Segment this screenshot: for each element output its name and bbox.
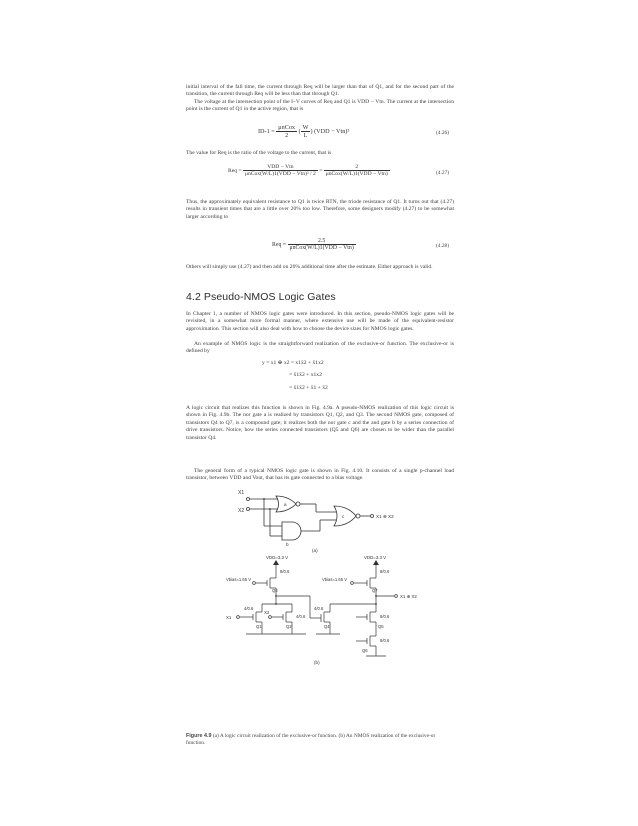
fig-a-output: X1 ⊕ X2 — [376, 514, 394, 519]
fig-b-size-q4: 4/0.6 — [314, 606, 324, 611]
equation-4-26: ID-1 = $\frac{\text{μnCox}}{2}$ ( $\frac{W}{L}$ ) (VDD − Vtn)² — [258, 124, 350, 139]
figure-4-9a-logic-circuit — [236, 488, 406, 554]
fig-b-vdd-right: VDD=3.3 V — [364, 556, 387, 560]
fig-b-sublabel: (b) — [314, 660, 320, 665]
figure-4-9b-nmos-circuit — [226, 556, 426, 726]
paragraph-logic-circuit: A logic circuit that realizes this function is shown in Fig. 4.9a. A pseudo-NMOS realization of this logic circuit is shown in Fig. 4.9b. The nor gate a is realized by transistors Q1, Q2, and Q3. The second NMOS gate, composed of transistors Q4 to Q7, is a compound gate; it realizes both the nor gate c and the and gate b by a series connection of drive transistors. Notice, how the series connected transistors (Q5 and Q6) are chosen to be wider than the parallel transistor Q4. — [186, 405, 454, 441]
eq427-den2: μnCox(W/L)1(VDD − Vtn) — [325, 171, 388, 177]
xor-eq-line2: = x̄1x̄2 + x1x2 — [289, 372, 322, 378]
fig-b-size-q7: 8/0.6 — [380, 569, 390, 574]
eq427-den1: μnCox(W/L)1(VDD − Vtn)² / 2 — [244, 171, 316, 177]
fig-b-size-q3: 8/0.6 — [280, 569, 290, 574]
fig-b-q7: Q7 — [372, 588, 378, 593]
paragraph-intersection: The voltage at the intersection point of the I–V curves of Req and Q1 is VDD − Vtn. The current at the intersection point is the current of Q1 in the active region, that is — [186, 99, 454, 113]
fig-a-gate-c: c — [342, 514, 345, 519]
eq427-num2: 2 — [324, 164, 390, 171]
fig-b-size-q6: 8/0.6 — [380, 638, 390, 643]
section-heading: 4.2 Pseudo-NMOS Logic Gates — [186, 291, 336, 303]
equation-4-27 — [228, 164, 390, 177]
fig-a-x1-label: X1 — [238, 490, 245, 496]
fig-b-q4: Q4 — [324, 624, 330, 629]
fig-b-vbias-right: Vbias=1.65 V — [322, 577, 348, 582]
paragraph-req-ratio: The value for Req is the ratio of the voltage to the current, that is — [186, 150, 332, 156]
eq426-den: 2 — [285, 132, 289, 139]
xor-eq-line1: y = x1 ⊕ x2 = x1x̄2 + x̄1x2 — [262, 360, 324, 366]
paragraph-resistance: Thus, the approximately equivalent resistance to Q1 is twice RTN, the triode resistance of Q1. It turns out that (4.27) results in transient times that are a little over 20% too low. Therefore, some designers modify (4.27) to be somewhat larger according to — [186, 199, 454, 220]
fig-b-q1: Q1 — [256, 624, 262, 629]
eq426-number: (4.26) — [436, 130, 450, 136]
eq427-equals: = — [319, 167, 323, 174]
eq428-den: μnCox(W/L)1(VDD − Vtn) — [289, 245, 354, 251]
fig-a-sublabel: (a) — [312, 548, 318, 553]
eq428-lhs: Req = — [272, 241, 287, 248]
fig-b-x1-input: X1 — [226, 615, 232, 620]
caption-text: (a) A logic circuit realization of the exclusive-or function. (b) An NMOS realization of the exclusive-or function. — [186, 733, 436, 747]
caption-label: Figure 4.9 — [186, 733, 212, 739]
fig-b-q6: Q6 — [362, 648, 368, 653]
fig-b-x2-input: X2 — [264, 610, 270, 615]
eq426-wl-den: L — [303, 132, 308, 139]
xor-eq-line3: = x̄1x̄2 + x̄1 + x̄2 — [289, 385, 328, 391]
paragraph-chapter1: In Chapter 1, a number of NMOS logic gates were introduced. In this section, pseudo-NMOS logic gates will be revisited, in a somewhat more formal manner, where extensive use will be made of the equivalent-resistor approximation. This section will also deal with how to choose the device sizes for NMOS logic gates. — [186, 311, 454, 332]
eq426-wl-num: W — [302, 124, 309, 131]
fig-b-q5: Q5 — [378, 624, 384, 629]
fig-b-output: X1 ⊕ X2 — [400, 594, 417, 599]
eq428-number: (4.28) — [436, 243, 450, 249]
eq428-num: 2.5 — [288, 238, 356, 245]
equation-4-28 — [272, 238, 356, 251]
fig-b-vbias-left: Vbias=1.65 V — [226, 577, 252, 582]
fig-a-x2-label: X2 — [238, 508, 245, 514]
eq426-num: μnCox — [278, 124, 296, 131]
eq427-lhs: Req = — [228, 167, 242, 174]
fig-b-size-q2: 4/0.6 — [296, 614, 306, 619]
figure-caption — [186, 733, 454, 747]
fig-b-q2: Q2 — [286, 624, 292, 629]
eq426-lhs: ID-1 = — [258, 127, 275, 135]
eq427-num1: VDD − Vtn — [243, 164, 318, 171]
eq426-rhs: (VDD − Vtn)² — [314, 127, 350, 135]
paragraph-general-form: The general form of a typical NMOS logic gate is shown in Fig. 4.10. It consists of a single p-channel load transistor, between VDD and Vout, that has its gate connected to a bias voltage. — [186, 468, 454, 482]
fig-a-gate-b: b — [286, 542, 289, 547]
eq427-number: (4.27) — [436, 170, 450, 176]
fig-a-gate-a: a — [284, 502, 287, 507]
paragraph-fall-time: initial interval of the fall time, the current through Req will be larger than that of Q1, and for the second part of the transition, the current through Req will be less than that through Q1. — [186, 84, 454, 98]
fig-b-vdd-left: VDD=3.3 V — [266, 556, 289, 560]
fig-b-size-q1: 4/0.6 — [244, 606, 254, 611]
paragraph-xor-example: An example of NMOS logic is the straightforward realization of the exclusive-or function. The exclusive-or is defined by — [186, 341, 454, 355]
fig-b-size-q5: 8/0.6 — [380, 614, 390, 619]
fig-b-q3: Q3 — [272, 588, 278, 593]
paragraph-others: Others will simply use (4.27) and then add on 20% additional time after the estimate. Either approach is valid. — [186, 264, 433, 270]
